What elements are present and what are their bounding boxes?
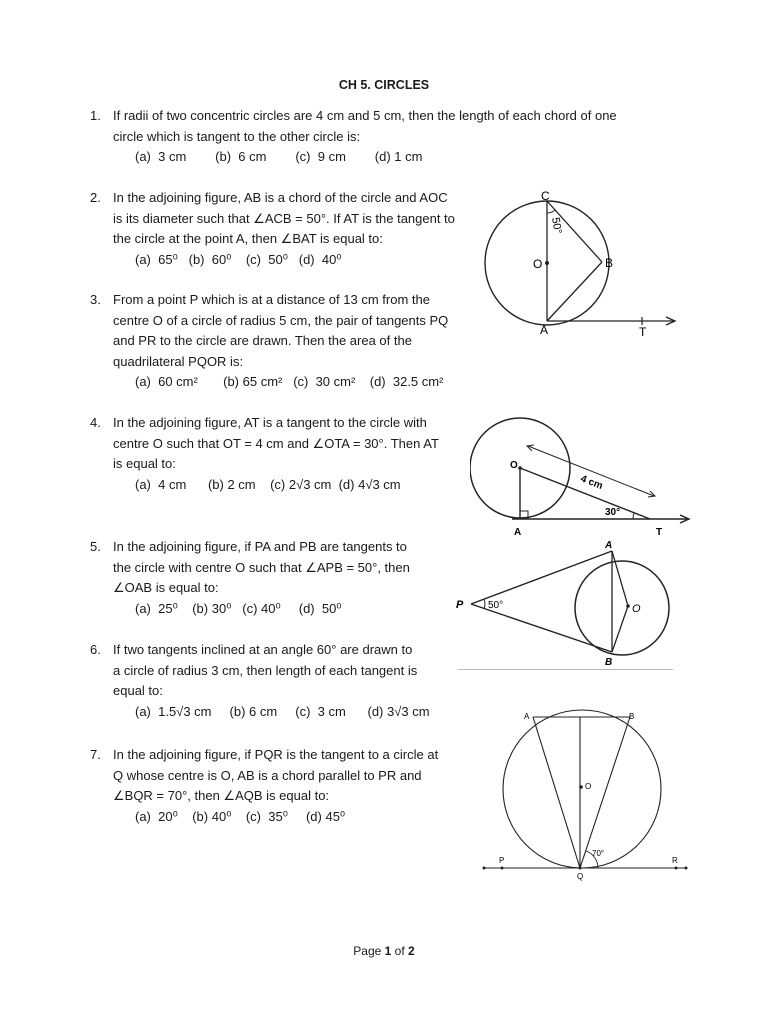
label-o: O	[510, 460, 518, 471]
radius-oa	[612, 551, 628, 606]
question-3	[90, 290, 448, 393]
figure-two-tangents	[454, 538, 676, 674]
angle-arc	[633, 513, 634, 519]
question-4	[90, 413, 439, 495]
question-6	[90, 640, 430, 722]
tangent-pa	[471, 551, 612, 604]
current-page: 1	[384, 944, 392, 958]
question-line: In the adjoining figure, if PQR is the tangent to a circle at	[113, 747, 439, 762]
question-line: From a point P which is at a distance of 13 cm from the	[113, 292, 430, 307]
label-o: O	[533, 257, 543, 271]
question-line: and PR to the circle are drawn. Then the area of the	[113, 333, 412, 348]
question-line: In the adjoining figure, AT is a tangent to the circle with	[113, 415, 427, 430]
question-line: In the adjoining figure, AB is a chord of the circle and AOC	[113, 190, 448, 205]
radius-ob	[612, 606, 628, 652]
question-line: In the adjoining figure, if PA and PB are tangents to	[113, 539, 407, 554]
circle	[503, 710, 661, 868]
question-line: centre O of a circle of radius 5 cm, the pair of tangents PQ	[113, 312, 449, 328]
label-a: A	[514, 527, 522, 538]
centre-point	[579, 785, 583, 789]
page-footer	[0, 944, 768, 958]
question-line: is equal to:	[113, 456, 176, 471]
figure-chord-tangent	[478, 188, 688, 338]
answer-options: (a) 4 cm (b) 2 cm (c) 2√3 cm (d) 4√3 cm	[135, 476, 401, 492]
question-line: ∠BQR = 70°, then ∠AQB is equal to:	[113, 788, 330, 803]
question-line: ∠OAB is equal to:	[113, 580, 219, 595]
centre-point	[545, 261, 549, 265]
total-pages: 2	[408, 944, 415, 958]
label-o: O	[585, 782, 592, 791]
label-p: P	[456, 599, 464, 611]
divider	[458, 669, 673, 670]
footer-prefix: Page	[353, 944, 385, 958]
question-1	[90, 106, 617, 168]
segment-bq	[580, 717, 630, 868]
answer-options: (a) 3 cm (b) 6 cm (c) 9 cm (d) 1 cm	[135, 149, 423, 164]
segment-aq	[533, 717, 580, 868]
page-title: CH 5. CIRCLES	[338, 78, 430, 92]
answer-options: (a) 20⁰ (b) 40⁰ (c) 35⁰ (d) 45⁰	[135, 808, 346, 824]
answer-options: (a) 65⁰ (b) 60⁰ (c) 50⁰ (d) 40⁰	[135, 251, 342, 267]
question-number: 2.	[90, 190, 101, 205]
point-r	[675, 867, 678, 870]
question-line: Q whose centre is O, AB is a chord parallel to PR and	[113, 767, 422, 783]
circle	[575, 561, 669, 655]
label-q: Q	[577, 872, 584, 881]
answer-options: (a) 25⁰ (b) 30⁰ (c) 40⁰ (d) 50⁰	[135, 600, 342, 616]
dimension-line	[528, 446, 654, 496]
label-b: B	[629, 712, 635, 721]
question-line: the circle with centre O such that ∠APB = 50°, then	[113, 559, 410, 575]
footer-middle: of	[391, 944, 409, 958]
label-a: A	[524, 712, 530, 721]
question-line: quadrilateral PQOR is:	[113, 353, 244, 369]
question-5	[90, 537, 410, 619]
angle-arc	[484, 599, 485, 609]
question-line: centre O such that OT = 4 cm and ∠OTA = 30°. Then AT	[113, 435, 439, 451]
figure-tangent-length	[470, 414, 696, 540]
label-c: C	[541, 189, 550, 203]
label-a: A	[605, 540, 613, 551]
label-p: P	[499, 856, 505, 865]
angle-label: 70°	[592, 849, 605, 858]
point-end	[483, 867, 486, 870]
answer-options: (a) 1.5√3 cm (b) 6 cm (c) 3 cm (d) 3√3 cm	[135, 703, 430, 719]
point-end	[685, 867, 688, 870]
chord-ab	[547, 262, 602, 321]
question-number: 3.	[90, 292, 101, 307]
angle-label: 50°	[488, 600, 504, 611]
question-line: is its diameter such that ∠ACB = 50°. If AT is the tangent to	[113, 210, 455, 226]
question-2	[90, 188, 455, 270]
question-number: 5.	[90, 539, 101, 554]
centre-point	[518, 466, 522, 470]
question-line: If radii of two concentric circles are 4 cm and 5 cm, then the length of each chord of one	[113, 108, 617, 123]
question-line: equal to:	[113, 683, 163, 698]
question-line: a circle of radius 3 cm, then length of each tangent is	[113, 662, 418, 678]
question-7	[90, 745, 438, 827]
tangent-pb	[471, 604, 612, 652]
question-number: 1.	[90, 108, 101, 123]
angle-label: 30°	[605, 507, 621, 518]
label-r: R	[672, 856, 678, 865]
answer-options: (a) 60 cm² (b) 65 cm² (c) 30 cm² (d) 32.5 cm²	[135, 374, 444, 389]
label-t: T	[656, 527, 663, 538]
label-b: B	[605, 657, 613, 668]
angle-arc	[547, 210, 555, 213]
label-o: O	[632, 603, 641, 615]
question-number: 7.	[90, 747, 101, 762]
centre-point	[626, 604, 630, 608]
angle-label: 50°	[549, 216, 564, 235]
question-number: 6.	[90, 642, 101, 657]
label-t: T	[639, 325, 647, 338]
point-p	[501, 867, 504, 870]
question-number: 4.	[90, 415, 101, 430]
figure-parallel-chord	[480, 706, 690, 886]
point-q	[579, 867, 582, 870]
label-a: A	[540, 323, 549, 337]
question-line: circle which is tangent to the other circle is:	[113, 128, 361, 144]
question-line: the circle at the point A, then ∠BAT is equal to:	[113, 231, 383, 246]
question-line: If two tangents inclined at an angle 60° are drawn to	[113, 642, 413, 657]
label-b: B	[605, 256, 614, 270]
length-label: 4 cm	[578, 473, 605, 492]
